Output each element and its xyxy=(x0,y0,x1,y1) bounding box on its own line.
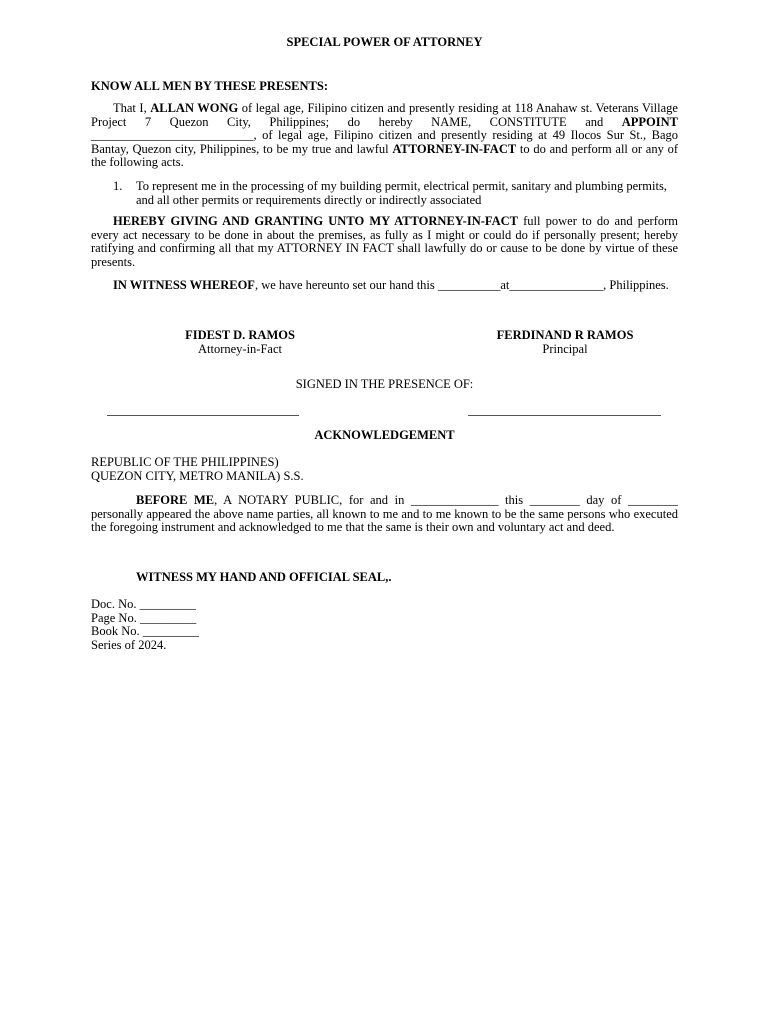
document-title: SPECIAL POWER OF ATTORNEY xyxy=(286,35,483,49)
granting-paragraph: HEREBY GIVING AND GRANTING UNTO MY ATTORNEY-IN-FACT full power to do and perform every act necessary to be done in about the premises, as fully as I might or could do if personally present; hereby ratifying and confirming all that my ATTORNEY IN FACT shall lawfully do or cause to be done by virtue of these presents. xyxy=(91,214,678,269)
signatory-attorney: FIDEST D. RAMOS Attorney-in-Fact xyxy=(185,328,295,356)
preamble-heading: KNOW ALL MEN BY THESE PRESENTS: xyxy=(91,79,328,93)
doc-no: Doc. No. _________ xyxy=(91,597,196,611)
venue-block: REPUBLIC OF THE PHILIPPINES) QUEZON CITY, METRO MANILA) S.S. xyxy=(91,455,304,483)
witness-line-right xyxy=(468,415,661,416)
page-no: Page No. _________ xyxy=(91,610,197,625)
appointment-paragraph: That I, ALLAN WONG of legal age, Filipino citizen and presently residing at 118 Anahaw st. Veterans Village Project 7 Quezon City, Philippines; do hereby NAME, CONSTITUTE and APPOINT __________________________, of legal age, Filipino citizen and presently residing at 49 Ilocos Sur St., Bago Bantay, Quezon city, Philippines, to be my true and lawful ATTORNEY-IN-FACT to do and perform all or any of the following acts. xyxy=(91,101,678,169)
presence-label: SIGNED IN THE PRESENCE OF: xyxy=(295,377,474,391)
signatory-principal: FERDINAND R RAMOS Principal xyxy=(496,328,634,356)
acknowledgement-title: ACKNOWLEDGEMENT xyxy=(314,428,455,442)
list-item: 1. To represent me in the processing of my building permit, electrical permit, sanitary and plumbing permits, and all other permits or requirements directly or indirectly associated xyxy=(113,179,667,207)
witness-paragraph: IN WITNESS WHEREOF, we have hereunto set our hand this __________at_______________, Philippines. xyxy=(113,278,669,292)
witness-line-left xyxy=(107,415,299,416)
notary-paragraph: BEFORE ME, A NOTARY PUBLIC, for and in ______________ this ________ day of ________ personally appeared the above name parties, all known to me and to me known to be the same persons who executed the foregoing instrument and acknowledged to me that the same is their own and voluntary act and deed. xyxy=(91,493,678,534)
witness-seal: WITNESS MY HAND AND OFFICIAL SEAL,. xyxy=(136,570,392,584)
book-no: Book No. _________ xyxy=(91,624,199,638)
series: Series of 2024. xyxy=(91,637,167,652)
notarial-register xyxy=(91,598,678,652)
